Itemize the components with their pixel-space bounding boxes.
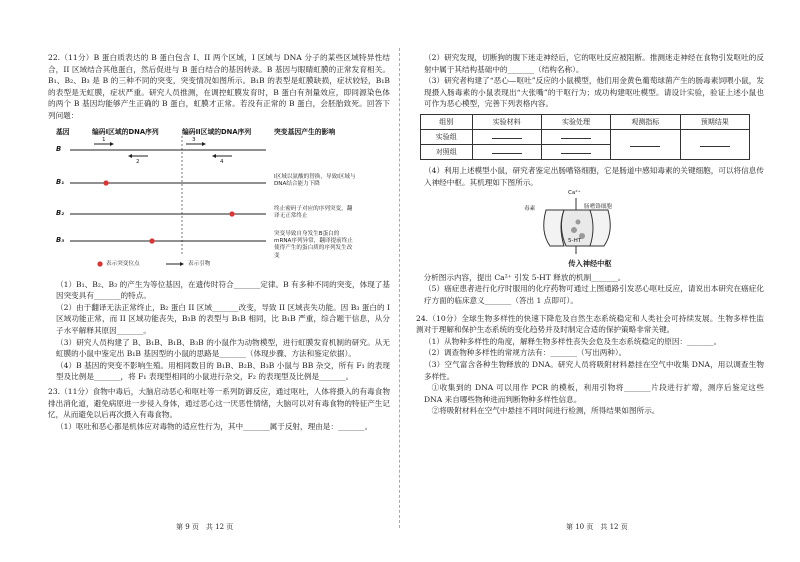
- legend-primer: 表示引物: [188, 260, 211, 267]
- cell-drawing: [506, 192, 646, 258]
- table-row: [421, 129, 750, 144]
- answer-blank[interactable]: [472, 144, 541, 159]
- q23-part5: （5）癌症患者进行化疗时服用的化疗药物可通过上图通路引发恶心呕吐反应，请说出本研究在癌症化疗方面的临床意义_______（答出 1 点即可）。: [424, 284, 764, 305]
- q22-part2: （2）由于翻译无法正常终止，B₂ 蛋白 II 区域_______改变，导致 II 区域丧失功能。因 B₃ 蛋白的 I 区域功能正常，而 II 区域功能丧失，B₃B 的表型与 B₁B 相同，比 B₁B 严重，综合题干信息，从分子水平解释其原因_______。: [56, 302, 390, 335]
- q23-part4: （4）利用上述模型小鼠，研究者鉴定出肠嗜铬细胞，它是肠道中感知毒素的关键细胞，可以将信息传入神经中枢。其机理如下图所示。: [424, 165, 764, 187]
- primer-label-4: 4: [220, 158, 224, 165]
- q22-part4: （4）B 基因的突变不影响生殖。用相同数目的 B₁B、B₂B、B₃B 小鼠与 BB 杂交，所有 F₁ 的表现型及比例是_______，将 F₁ 表现型相同的小鼠进行杂交，F₂ 的表现型及比例是_______。: [56, 360, 390, 382]
- q22-part3: （3）研究人员构建了 B、B₁B、B₁B、B₃B 的小鼠作为动物模型，进行虹膜发育机制的研究。从无虹膜的小鼠中鉴定出 B₁B 基因型的小鼠的思路是_______（体现步骤、方法和鉴定依据）。: [56, 337, 390, 359]
- answer-blank[interactable]: [541, 144, 610, 159]
- q23-part2: （2）研究发现，切断狗的腹下迷走神经后，它的呕吐反应被阻断。推测迷走神经在食物引发呕吐的反射中属于其结构基础中的_______（结构名称）。: [424, 53, 764, 74]
- answer-blank[interactable]: [680, 129, 749, 159]
- diagram-header-gene: 基因: [56, 127, 70, 136]
- primer-label-2: 2: [136, 158, 140, 165]
- gene-mutation-diagram: [56, 126, 356, 276]
- table-header: 组别: [421, 114, 473, 129]
- answer-blank[interactable]: [472, 129, 541, 144]
- q24-part3: （3）空气富含各种生物释放的 DNA。研究人员将吸附材料悬挂在空气中收集 DNA，用以调查生物多样性。: [424, 359, 764, 381]
- answer-blank[interactable]: [611, 129, 680, 159]
- row-label-b3: B₃: [56, 235, 65, 244]
- diagram-header-region2: 编码II区域的DNA序列: [182, 127, 252, 136]
- figure-caption: 传入神经中枢: [568, 259, 612, 269]
- table-header: 实验材料: [472, 114, 541, 129]
- row-label-b2: B₂: [56, 208, 65, 217]
- calcium-label: Ca²⁺: [568, 190, 581, 197]
- q23-part1: （1）呕吐和恶心都是机体应对毒物的适应性行为，其中_______属于反射，理由是：_______。: [56, 421, 373, 431]
- effect-b2: 终止密码子对应的序列突变，翻译无正常终止: [274, 205, 353, 219]
- row-label-b1: B₁: [56, 177, 65, 186]
- effect-b3: 突变导致自身发生B蛋白的mRNA序列异常，翻译提前终止使得产生的蛋白质的序列发生改变: [274, 230, 353, 259]
- row-label-b: B: [56, 144, 62, 153]
- table-header: 观测指标: [611, 114, 680, 129]
- experiment-table: [420, 114, 750, 160]
- q24-part1: （1）从物种多样性的角度，解释生物多样性丧失会危及生态系统稳定的原因：_______。: [424, 336, 722, 346]
- q24-stem: 24.（10分）全球生物多样性的快速下降危及自然生态系统稳定和人类社会可持续发展。生物多样性监测对于理解和保护生态系统的变化趋势并及时制定合适的保护策略非常关键。: [416, 313, 764, 335]
- q24-part3b: ②将吸附材料在空气中悬挂不同时间进行检测，所得结果如图所示。: [431, 406, 660, 416]
- table-header: 实验处理: [541, 114, 610, 129]
- primer-label-1: 1: [102, 136, 106, 143]
- row-label-experimental: 实验组: [421, 129, 473, 144]
- legend-mutation-site: 表示突变位点: [106, 260, 140, 267]
- table-header-row: [421, 114, 750, 129]
- toxin-label: 毒素: [524, 206, 536, 213]
- q24-part3a: ①收集到的 DNA 可以用作 PCR 的模板，利用引物将_______片段进行扩增，测序后鉴定这些 DNA 来自哪些物种进而判断物种多样性信息。: [424, 383, 764, 404]
- left-page-footer: 第 9 页 共 12 页: [176, 523, 234, 531]
- effect-b1: I区域以氨酸的替换，导致I区域与 DNA结合能力下降: [274, 173, 356, 187]
- q22-part1: （1）B₁、B₂、B₃ 的产生为等位基因，在遗传时符合_______定律。B 有多种不同的突变，体现了基因突变具有_______的特点。: [56, 279, 390, 301]
- q23-stem: 23.（11分）食物中毒后，大脑启动恶心和呕吐等一系列防御反应，通过呕吐，人体将摄入的有毒食物排出消化道，避免病原进一步侵入身体，通过恶心这一厌恶性情绪，大脑可以对有毒食物的特征产生记忆，从而避免以后再次摄入有毒食物。: [48, 386, 390, 420]
- cell-label: 肠嗜铬细胞: [584, 204, 612, 211]
- q23-part4b: 分析图示内容，提出 Ca²⁺ 引发 5-HT 释放的机制_______。: [423, 272, 626, 282]
- diagram-header-effect: 突变基因产生的影响: [274, 127, 336, 136]
- answer-blank[interactable]: [541, 129, 610, 144]
- table-header: 预期结果: [680, 114, 749, 129]
- primer-label-3: 3: [192, 136, 196, 143]
- enterochromaffin-cell-figure: [506, 192, 646, 258]
- serotonin-label: 5-HT: [568, 238, 582, 245]
- row-label-control: 对照组: [421, 144, 473, 159]
- right-page: [400, 0, 800, 562]
- q23-part3: （3）研究者构建了“恶心—呕吐”反应的小鼠模型，他们用金黄色葡萄球菌产生的肠毒素饲喂小鼠，发现摄入肠毒素的小鼠表现出“大张嘴”的干呕行为；成功构建呕吐模型。请设计实验，验证上述小鼠也可作为恶心模型，完善下列表格内容。: [424, 76, 764, 109]
- right-page-footer: 第 10 页 共 12 页: [566, 523, 628, 531]
- q24-part2: （2）调查物种多样性的常规方法有：_______（写出两种）。: [424, 348, 627, 358]
- diagram-header-region1: 编码I区域的DNA序列: [92, 127, 159, 136]
- q22-stem: 22.（11分）B 蛋白质表达的 B 蛋白包含 I、II 两个区域，I 区域与 DNA 分子的某些区域特异性结合，II 区域结合其他蛋白，然后促进与 B 蛋白结合的基因转录。B 基因与眼睛虹膜的正常发育相关。B₁、B₂、B₃ 是 B 的三种不同的突变，突变情况如图所示。B₁B 的表型是虹膜缺损，症状较轻，B₁B 的表型是无虹膜，症状严重。研究人员推测，在调控虹膜发育时，B 蛋白有剂量效应，即同源染色体的两个 B 基因均能够产生正确的 B 蛋白，虹膜才正常。若没有正常的 B 蛋白，会胚胎致死。回答下列问题：: [48, 53, 390, 120]
